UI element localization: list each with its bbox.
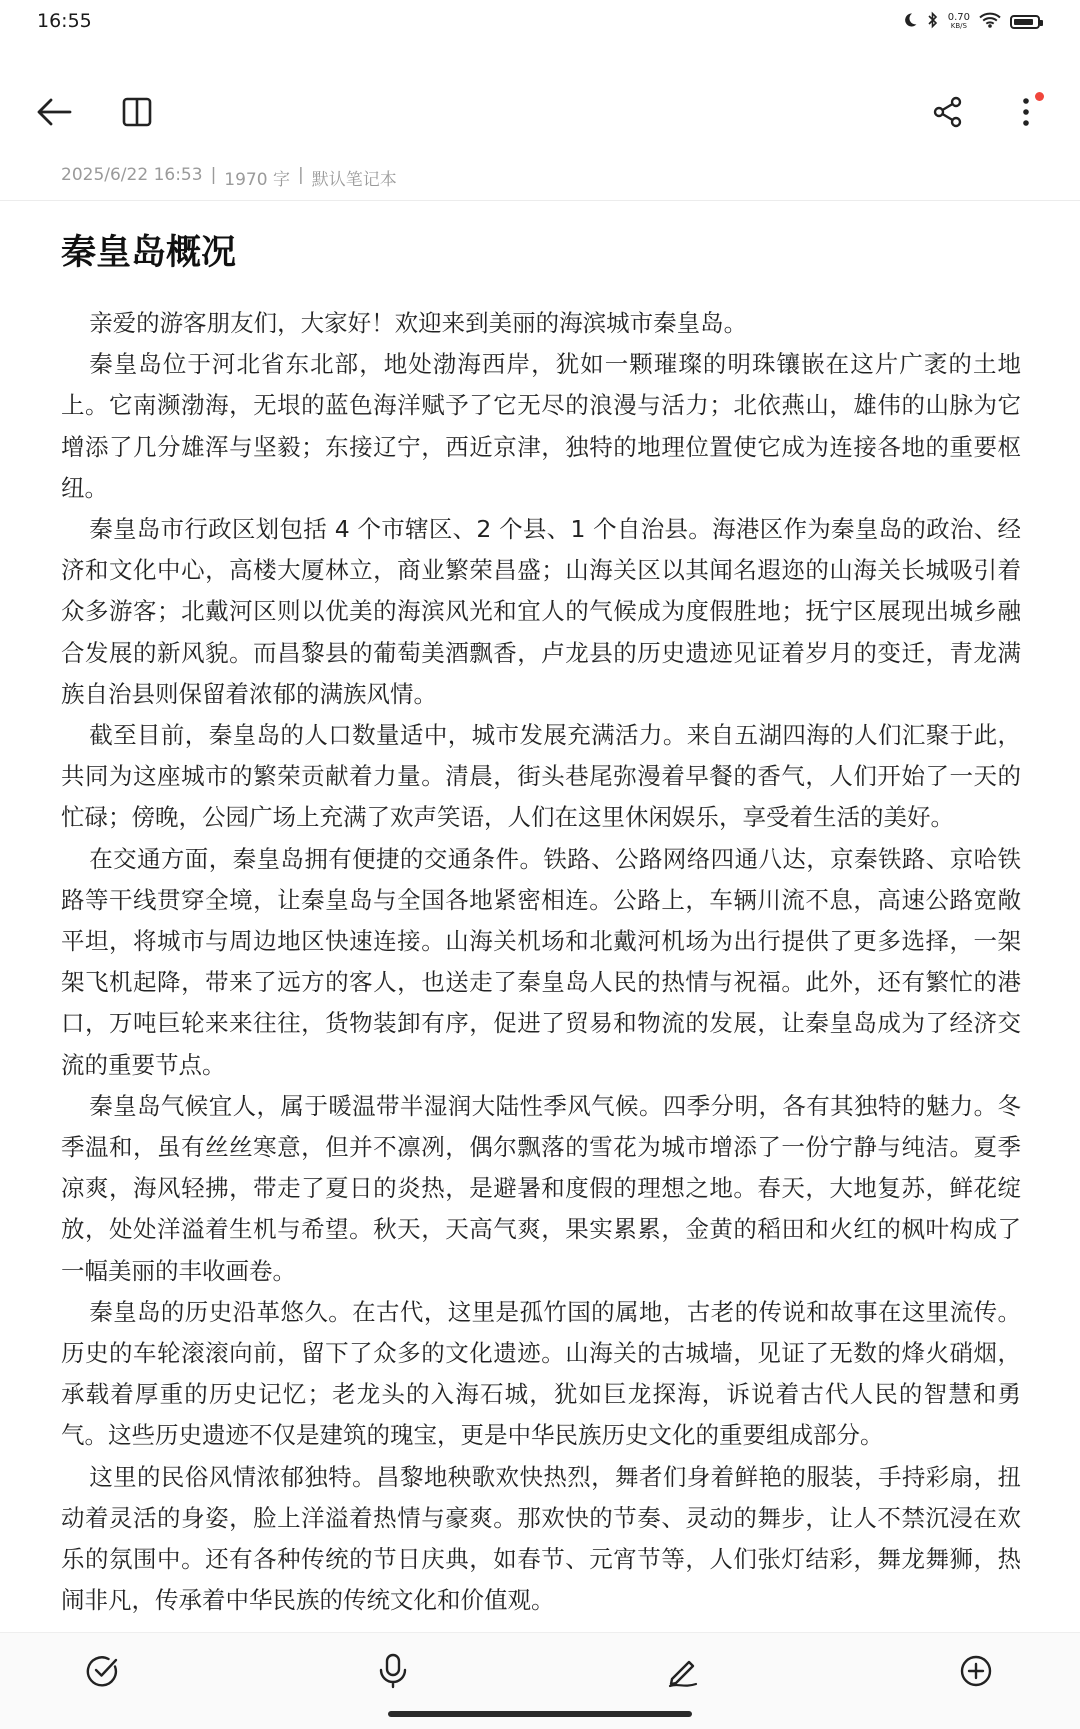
meta-separator: | [210,165,217,185]
bluetooth-icon [927,11,939,33]
back-button[interactable] [22,80,86,144]
battery-level [1014,19,1033,25]
paragraph: 秦皇岛的历史沿革悠久。在古代，这里是孤竹国的属地，古老的传说和故事在这里流传。历史的车轮滚滚向前，留下了众多的文化遗迹。山海关的古城墙，见证了无数的烽火硝烟，承载着厚重的历史记忆；老龙头的入海石城，犹如巨龙探海，诉说着古代人民的智慧和勇气。这些历史遗迹不仅是建筑的瑰宝，更是中华民族历史文化的重要组成部分。 [61,1297,1021,1450]
handwriting-button[interactable] [655,1643,711,1699]
checklist-icon [86,1654,120,1688]
status-icons [902,11,1040,33]
back-arrow-icon [35,96,73,128]
meta-separator: | [297,165,304,185]
note-body[interactable] [61,303,1021,1633]
paragraph: 截至目前，秦皇岛的人口数量适中，城市发展充满活力。来自五湖四海的人们汇聚于此，共同为这座城市的繁荣贡献着力量。清晨，街头巷尾弥漫着早餐的香气，人们开始了一天的忙碌；傍晚，公园广场上充满了欢声笑语，人们在这里休闲娱乐，享受着生活的美好。 [61,721,1021,832]
add-button[interactable] [948,1643,1004,1699]
share-icon [932,96,964,128]
paragraph: 亲爱的游客朋友们，大家好！欢迎来到美丽的海滨城市秦皇岛。 [89,309,748,337]
divider [0,200,1080,201]
checklist-button[interactable] [75,1643,131,1699]
top-toolbar [0,80,1080,144]
more-options-button[interactable] [994,80,1058,144]
note-notebook[interactable]: 默认笔记本 [311,170,397,190]
note-datetime: 2025/6/22 16:53 [61,165,203,185]
share-button[interactable] [916,80,980,144]
microphone-icon [378,1653,408,1689]
split-view-button[interactable] [105,80,169,144]
paragraph: 在交通方面，秦皇岛拥有便捷的交通条件。铁路、公路网络四通八达，京秦铁路、京哈铁路等干线贯穿全境，让秦皇岛与全国各地紧密相连。公路上，车辆川流不息，高速公路宽敞平坦，将城市与周边地区快速连接。山海关机场和北戴河机场为出行提供了更多选择，一架架飞机起降，带来了远方的客人，也送走了秦皇岛人民的热情与祝福。此外，还有繁忙的港口，万吨巨轮来来往往，货物装卸有序，促进了贸易和物流的发展，让秦皇岛成为了经济交流的重要节点。 [61,844,1021,1079]
status-time: 16:55 [37,10,92,32]
voice-input-button[interactable] [365,1643,421,1699]
note-word-count: 1970 字 [224,170,290,190]
notification-dot [1035,92,1044,101]
status-bar [0,0,1080,44]
split-view-icon [121,96,153,128]
wifi-icon [979,12,1001,32]
note-title[interactable]: 秦皇岛概况 [61,233,237,273]
paragraph: 秦皇岛市行政区划包括 4 个市辖区、2 个县、1 个自治县。海港区作为秦皇岛的政治、经济和文化中心，高楼大厦林立，商业繁荣昌盛；山海关区以其闻名遐迩的山海关长城吸引着众多游客；北戴河区则以优美的海滨风光和宜人的气候成为度假胜地；抚宁区展现出城乡融合发展的新风貌。而昌黎县的葡萄美酒飘香，卢龙县的历史遗迹见证着岁月的变迁，青龙满族自治县则保留着浓郁的满族风情。 [61,515,1021,708]
network-speed: 0.70 KB/S [947,12,970,30]
more-vertical-icon [1022,96,1030,128]
handwriting-pen-icon [666,1654,700,1688]
paragraph: 秦皇岛气候宜人，属于暖温带半湿润大陆性季风气候。四季分明，各有其独特的魅力。冬季温和，虽有丝丝寒意，但并不凛冽，偶尔飘落的雪花为城市增添了一份宁静与纯洁。夏季凉爽，海风轻拂，带走了夏日的炎热，是避暑和度假的理想之地。春天，大地复苏，鲜花绽放，处处洋溢着生机与希望。秋天，天高气爽，果实累累，金黄的稻田和火红的枫叶构成了一幅美丽的丰收画卷。 [61,1091,1021,1285]
battery-icon [1010,15,1040,29]
home-indicator[interactable] [388,1711,692,1717]
add-circle-icon [959,1654,993,1688]
moon-icon [902,12,918,32]
paragraph: 秦皇岛位于河北省东北部，地处渤海西岸，犹如一颗璀璨的明珠镶嵌在这片广袤的土地上。它南濒渤海，无垠的蓝色海洋赋予了它无尽的浪漫与活力；北依燕山，雄伟的山脉为它增添了几分雄浑与坚毅；东接辽宁，西近京津，独特的地理位置使它成为连接各地的重要枢纽。 [61,350,1021,502]
paragraph: 这里的民俗风情浓郁独特。昌黎地秧歌欢快热烈，舞者们身着鲜艳的服装，手持彩扇，扭动着灵活的身姿，脸上洋溢着热情与豪爽。那欢快的节奏、灵动的舞步，让人不禁沉浸在欢乐的氛围中。还有各种传统的节日庆典，如春节、元宵节等，人们张灯结彩，舞龙舞狮，热闹非凡，传承着中华民族的传统文化和价值观。 [61,1462,1021,1615]
note-meta [61,165,397,190]
